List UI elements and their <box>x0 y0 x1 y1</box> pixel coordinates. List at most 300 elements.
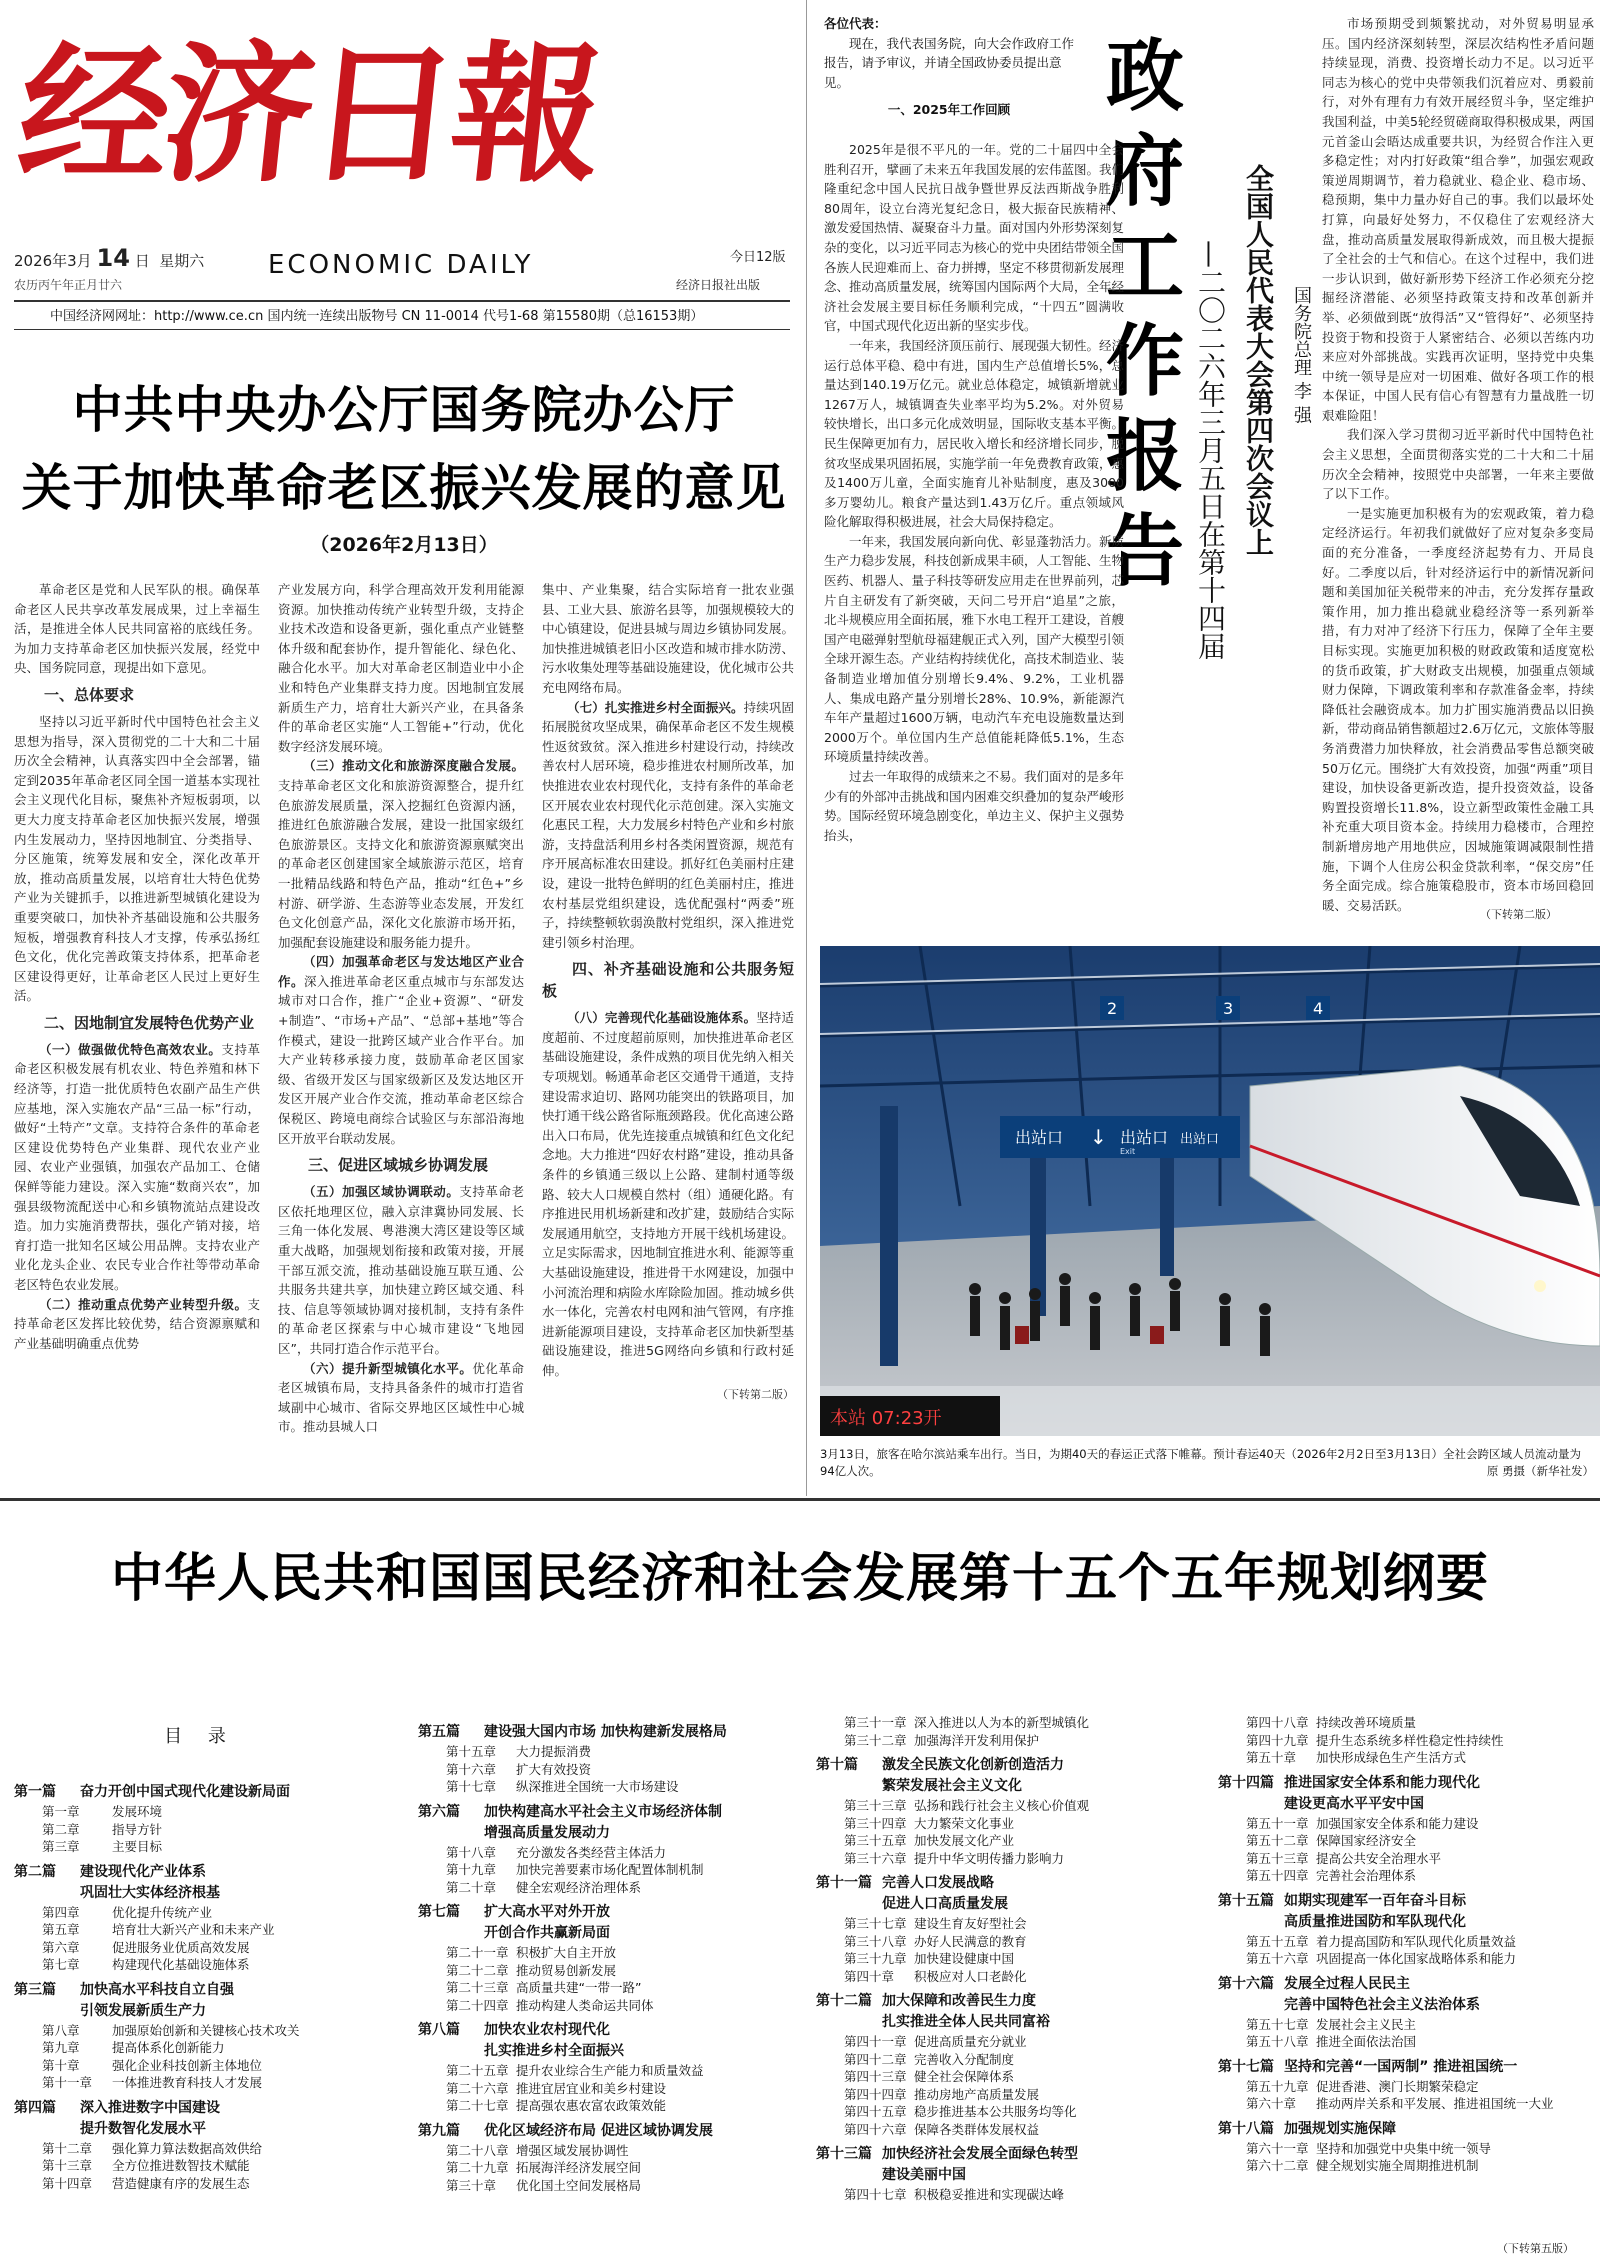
toc-chapter-number: 第五十九章 <box>1246 2078 1309 2094</box>
toc-chapter <box>14 1956 404 1974</box>
toc-chapter-title: 坚持和加强党中央集中统一领导 <box>1316 2140 1492 2156</box>
toc-chapter-title: 拓展海洋经济发展空间 <box>516 2160 642 2175</box>
toc-chapter-number: 第六十二章 <box>1246 2158 1309 2173</box>
toc-chapter-number: 第三十二章 <box>844 1732 907 1748</box>
platform-number-3: 4 <box>1313 999 1324 1018</box>
toc-chapter-number: 第四十四章 <box>844 2086 907 2102</box>
paragraph-text: 优化革命老区城镇布局，支持具备条件的城市打造省域副中心城市、省际交界地区区域性中心城市。推动县城人口 <box>278 1360 524 1435</box>
toc-chapter-number: 第四十七章 <box>844 2187 907 2202</box>
report-author: 国务院总理 李 强 <box>1291 286 1312 424</box>
toc-part <box>1218 2057 1598 2078</box>
paragraph: 我们深入学习贯彻习近平新时代中国特色社会主义思想，全面贯彻落实党的二十大和二十届历次全会精神，按照党中央部署，一年来主要做了以下工作。 <box>1322 427 1594 502</box>
toc-chapter <box>1218 1850 1598 1868</box>
toc-chapter-title: 优化国土空间发展格局 <box>516 2177 642 2193</box>
toc-chapter-number: 第十九章 <box>446 1862 497 1877</box>
toc-chapter-title: 推进全面依法治国 <box>1316 2034 1417 2049</box>
toc-chapter-title: 强化算力算法数据高效供给 <box>112 2140 263 2156</box>
toc-chapter <box>14 2140 404 2158</box>
section-heading: 四、补齐基础设施和公共服务短板 <box>542 960 794 1001</box>
toc-chapter-title: 提升中华文明传播力影响力 <box>914 1850 1065 1866</box>
toc-chapter-title: 扩大有效投资 <box>516 1761 592 1777</box>
toc-chapter-number: 第二十六章 <box>446 2080 509 2096</box>
toc-chapter <box>816 2068 1216 2086</box>
toc-part-title-line: 建设更高水平平安中国 <box>1284 1795 1424 1812</box>
toc-part-title-line: 发展全过程人民民主 <box>1284 1975 1410 1992</box>
toc-part-number: 第十三篇 <box>816 2146 872 2162</box>
toc-chapter-number: 第十四章 <box>42 2175 93 2191</box>
toc-chapter <box>14 2039 404 2057</box>
toc-chapter-title: 构建现代化基础设施体系 <box>112 1957 250 1972</box>
toc-chapter-number: 第三十七章 <box>844 1916 907 1931</box>
toc-chapter <box>816 2086 1216 2104</box>
toc-chapter-number: 第五十八章 <box>1246 2034 1309 2049</box>
toc-chapter-number: 第六十章 <box>1246 2096 1297 2111</box>
report-title-char: 府 <box>1105 127 1184 217</box>
toc-chapter-number: 第五十六章 <box>1246 1951 1309 1966</box>
issue-date <box>14 244 204 272</box>
toc-part-title-line: 扎实推进全体人民共同富裕 <box>882 2014 1050 2030</box>
report-title-char: 告 <box>1105 507 1184 597</box>
toc-chapter-number: 第二十五章 <box>446 2063 509 2078</box>
toc-chapter-title: 纵深推进全国统一大市场建设 <box>516 1779 679 1794</box>
toc-part <box>418 1722 808 1743</box>
toc-part-number: 第三篇 <box>14 1981 56 1998</box>
toc-chapter-title: 提高体系化创新能力 <box>112 2040 225 2055</box>
toc-part-number: 第十四篇 <box>1218 1774 1274 1791</box>
toc-chapter-number: 第十二章 <box>42 2140 93 2156</box>
report-column-left <box>824 140 1124 930</box>
report-continued: （下转第二版） <box>1480 908 1557 921</box>
toc-chapter <box>1218 2078 1598 2096</box>
paragraph-subheading: （七）扎实推进乡村全面振兴。 <box>567 699 744 715</box>
toc-part-title <box>484 2020 624 2062</box>
report-salutation <box>824 14 1074 120</box>
toc-chapter-number: 第五十四章 <box>1246 1868 1309 1883</box>
toc-part-title-line: 加快高水平科技自立自强 <box>80 1981 234 1998</box>
toc-part-title-line: 引领发展新质生产力 <box>80 2002 206 2019</box>
toc-part-title-line: 坚持和完善“一国两制” 推进祖国统一 <box>1284 2058 1518 2075</box>
toc-part-number: 第十二篇 <box>816 1993 872 2009</box>
toc-part-number: 第六篇 <box>418 1803 460 1820</box>
toc-chapter-number: 第十一章 <box>42 2075 93 2090</box>
toc-chapter <box>14 1803 404 1821</box>
toc-chapter-title: 完善社会治理体系 <box>1316 1868 1417 1883</box>
toc-part-number: 第一篇 <box>14 1784 56 1800</box>
toc-chapter-number: 第五十五章 <box>1246 1933 1309 1949</box>
toc-part-title <box>80 1980 234 2022</box>
paragraph: 过去一年取得的成绩来之不易。我们面对的是多年少有的外部冲击挑战和国内困难交织叠加的复杂严峻形势。国际经贸环境急剧变化，单边主义、保护主义强势抬头， <box>824 769 1124 843</box>
toc-chapter-title: 稳步推进基本公共服务均等化 <box>914 2104 1077 2119</box>
toc-chapter <box>418 2159 808 2177</box>
toc-part-title <box>484 1802 722 1844</box>
toc-chapter-title: 推动贸易创新发展 <box>516 1962 617 1978</box>
toc-part <box>1218 1891 1598 1933</box>
toc-part-title <box>484 1902 610 1944</box>
toc-part-number: 第十七篇 <box>1218 2058 1274 2075</box>
photo-caption <box>820 1446 1594 1480</box>
paragraph-text: 支持革命老区文化和旅游资源整合，提升红色旅游发展质量，深入挖掘红色资源内涵，推进红色旅游融合发展，建设一批国家级红色旅游景区。支持文化和旅游资源禀赋突出的革命老区创建国家全域旅游示范区，培育一批精品线路和特色产品，推动“红色+”乡村游、研学游、生态游等业态发展，开发红色文化创意产品，深化文化旅游市场开拓，加强配套设施建设和服务能力提升。 <box>278 777 524 950</box>
station-display: 本站 07:23开 <box>830 1408 942 1429</box>
toc-chapter <box>1218 1749 1598 1767</box>
report-subtitle-2: —二〇二六年三月五日在第十四届 <box>1194 240 1227 660</box>
toc-part-title-line: 繁荣发展社会主义文化 <box>882 1778 1022 1794</box>
toc-chapter <box>816 1797 1216 1815</box>
toc-part-title <box>1284 2057 1517 2078</box>
toc-chapter <box>1218 1815 1598 1833</box>
paragraph-text: 支持革命老区依托地理区位，融入京津冀协同发展、长三角一体化发展、粤港澳大湾区建设等区域重大战略，加强规划衔接和政策对接，开展干部互派交流，推动基础设施互联互通、公共服务共建共享，加快建立跨区域交通、科技、信息等领域协调对接机制，支持有条件的革命老区探索与中心城市建设“飞地园区”，共同打造合作示范平台。 <box>278 1184 524 1356</box>
date-day-suffix: 日 <box>134 252 150 270</box>
paragraph <box>14 1295 260 1354</box>
toc-chapter-title: 提升农业综合生产能力和质量效益 <box>516 2063 704 2078</box>
paragraph: 市场预期受到频繁扰动，对外贸易明显承压。国内经济深刻转型，深层次结构性矛盾问题持续显现，消费、投资增长动力不足。以习近平同志为核心的党中央带领我们沉着应对、勇毅前行，对外有理有力有效开展经贸斗争，坚定维护我国利益，中美5轮经贸磋商取得积极成果，两国元首釜山会晤达成重要共识，为经贸合作注入更多稳定性；对内打好政策“组合拳”，加强宏观政策逆周期调节，着力稳就业、稳企业、稳市场、稳预期，集中力量办好自己的事。我们以最坏处打算，向最好处努力，不仅稳住了宏观经济大盘，推动高质量发展取得新成效，而且极大提振了全社会的士气和信心。在这个过程中，我们进一步认识到，做好新形势下经济工作必须充分挖掘经济潜能、必须坚持政策支持和改革创新并举、必须做到既“放得活”又“管得好”、必须坚持投资于物和投资于人紧密结合、必须以苦练内功来应对外部挑战。实践再次证明，坚持党中央集中统一领导是应对一切困难、做好各项工作的根本保证，中国人民有信心有智慧有力量战胜一切艰难险阻！ <box>1322 16 1594 423</box>
toc-part-title-line: 加快农业农村现代化 <box>484 2022 610 2038</box>
toc-part-title-line: 完善中国特色社会主义法治体系 <box>1284 1996 1480 2013</box>
exit-sign-1: 出站口 <box>1015 1128 1064 1147</box>
paragraph-subheading: （六）提升新型城镇化水平。 <box>303 1360 473 1376</box>
lead-article-column-1 <box>14 580 260 1490</box>
paragraph <box>14 712 260 1006</box>
continued-note: （下转第二版） <box>717 1387 794 1401</box>
toc-chapter-number: 第四十六章 <box>844 2121 907 2137</box>
paragraph-text: 支持革命老区发挥比较优势，结合资源禀赋和产业基础明确重点优势 <box>14 1296 260 1351</box>
toc-chapter <box>816 2033 1216 2051</box>
lunar-date: 农历丙午年正月廿六 <box>14 278 123 292</box>
lead-headline-line-2: 关于加快革命老区振兴发展的意见 <box>21 459 787 517</box>
svg-text:↓: ↓ <box>1090 1125 1107 1149</box>
toc-part-title <box>882 1991 1050 2033</box>
toc-chapter-title: 主要目标 <box>112 1839 163 1854</box>
toc-chapter <box>418 2062 808 2080</box>
toc-chapter <box>816 1968 1216 1986</box>
toc-chapter-number: 第二十章 <box>446 1879 497 1895</box>
toc-part-title <box>80 2098 220 2140</box>
toc-part-title <box>80 1862 220 1904</box>
paragraph-text: 集中、产业集聚，结合实际培育一批农业强县、工业大县、旅游名县等，加强规模较大的中心镇建设，促进县城与周边乡镇协同发展。加快推进城镇老旧小区改造和城市排水防涝、污水收集处理等基础设施建设，优化城市公共充电网络布局。 <box>542 582 794 695</box>
toc-part-number: 第七篇 <box>418 1904 460 1920</box>
toc-part-title-line: 建设强大国内市场 加快构建新发展格局 <box>484 1724 727 1740</box>
toc-chapter <box>14 2074 404 2092</box>
toc-chapter-number: 第五十一章 <box>1246 1815 1309 1831</box>
toc-chapter-number: 第四十三章 <box>844 2069 907 2084</box>
photo-credit: 原 勇摄（新华社发） <box>1486 1464 1594 1478</box>
toc-chapter-number: 第六十一章 <box>1246 2140 1309 2156</box>
paragraph <box>14 1040 260 1295</box>
newspaper-logo: 经济日報 <box>10 27 606 203</box>
toc-chapter <box>1218 2140 1598 2158</box>
toc-chapter <box>1218 2016 1598 2034</box>
toc-chapter <box>816 1815 1216 1833</box>
toc-chapter-number: 第十七章 <box>446 1779 497 1794</box>
toc-chapter-title: 培育壮大新兴产业和未来产业 <box>112 1922 275 1937</box>
toc-chapter <box>418 1778 808 1796</box>
toc-part-number: 第十八篇 <box>1218 2120 1274 2137</box>
toc-part <box>14 1862 404 1904</box>
toc-chapter <box>418 2080 808 2098</box>
toc-part-title <box>484 1722 727 1743</box>
toc-chapter <box>418 2177 808 2195</box>
publication-info-bar: 中国经济网网址：http://www.ce.cn 国内统一连续出版物号 CN 11-0014 代号1-68 第15580期（总16153期） <box>14 300 790 330</box>
toc-chapter <box>14 1921 404 1939</box>
toc-chapter-number: 第二十四章 <box>446 1997 509 2013</box>
paragraph <box>278 756 524 952</box>
toc-part-title-line: 建设美丽中国 <box>882 2167 966 2183</box>
toc-chapter-number: 第三章 <box>42 1839 80 1854</box>
toc-part-title <box>1284 1891 1466 1933</box>
toc-part-title-line: 如期实现建军一百年奋斗目标 <box>1284 1892 1466 1909</box>
lead-article-column-3 <box>542 580 794 1490</box>
paragraph: 一年来，我国发展向新向优、彰显蓬勃活力。新质生产力稳步发展，科技创新成果丰硕，人工智能、生物医药、机器人、量子科技等研发应用走在世界前列，芯片自主研发有了新突破，天问二号开启“追星”之旅，北斗规模应用全面拓展，雅下水电工程开工建设，首艘国产电磁弹射型航母福建舰正式入列，国产大模型引领全球开源生态。产业结构持续优化，高技术制造业、装备制造业增加值分别增长9.4%、9.2%，工业机器人、集成电路产量分别增长28%、10.9%，新能源汽车年产量超过1600万辆，电动汽车充电设施数量达到2000万个。单位国内生产总值能耗降低5.1%，生态环境质量持续改善。 <box>824 533 1124 765</box>
report-title-char: 政 <box>1105 32 1184 122</box>
toc-part <box>14 2098 404 2140</box>
toc-chapter-title: 加快建设健康中国 <box>914 1951 1015 1966</box>
paragraph-subheading: （五）加强区域协调联动。 <box>303 1184 460 1200</box>
toc-part-title-line: 高质量推进国防和军队现代化 <box>1284 1913 1466 1930</box>
toc-part-number: 第十六篇 <box>1218 1975 1274 1992</box>
toc-chapter-title: 营造健康有序的发展生态 <box>112 2175 250 2191</box>
paragraph-subheading: （八）完善现代化基础设施体系。 <box>567 1010 757 1026</box>
toc-chapter-number: 第三十六章 <box>844 1850 907 1866</box>
toc-part-title <box>882 2144 1078 2186</box>
toc-chapter-number: 第四十八章 <box>1246 1715 1309 1730</box>
paragraph: 一是实施更加积极有为的宏观政策，着力稳定经济运行。年初我们就做好了应对复杂多变局面的充分准备，一季度经济起势有力、开局良好。二季度以后，针对经济运行中的新情况新问题和美国加征关税带来的冲击，充分发挥存量政策作用，加力推出稳就业稳经济等一系列新举措，有力对冲了经济下行压力，保障了全年主要目标实现。实施更加积极的财政政策和适度宽松的货币政策，扩大财政支出规模，加强重点领域财力保障，下调政策利率和存款准备金率，持续降低社会融资成本。加力扩围实施消费品以旧换新，带动商品销售额超过2.6万亿元，文旅体等服务消费潜力加快释放，社会消费品零售总额突破50万亿元。围绕扩大有效投资，加强“两重”项目建设，加快设备更新改造，提升投资效益，设备购置投资增长11.8%，设立新型政策性金融工具补充重大项目资本金。持续用力稳楼市，合理控制新增房地产用地供应，因城施策调减限制性措施，下调个人住房公积金贷款利率，“保交房”任务全面完成。综合施策稳股市，资本市场回稳回暖、交易活跃。 <box>1322 505 1594 913</box>
paragraph: 2025年是很不平凡的一年。党的二十届四中全会胜利召开，擘画了未来五年我国发展的宏伟蓝图。我们隆重纪念中国人民抗日战争暨世界反法西斯战争胜利80周年，设立台湾光复纪念日，极大振奋民族精神、激发爱国热情、凝聚奋斗力量。面对国内外形势深刻复杂的变化，以习近平同志为核心的党中央团结带领全国各族人民迎难而上、奋力拼搏，坚定不移贯彻新发展理念、推动高质量发展，统筹国内国际两个大局，全年经济社会发展主要目标任务顺利完成，“十四五”圆满收官，中国式现代化迈出新的坚实步伐。 <box>824 142 1124 334</box>
toc-chapter-title: 促进高质量充分就业 <box>914 2034 1027 2049</box>
toc-chapter-title: 弘扬和践行社会主义核心价值观 <box>914 1798 1090 1813</box>
toc-chapter-number: 第七章 <box>42 1957 80 1972</box>
platform-number-1: 2 <box>1107 999 1118 1018</box>
toc-chapter-title: 提高强农惠农富农政策效能 <box>516 2098 667 2113</box>
toc-column-1 <box>14 1776 404 2192</box>
toc-chapter-number: 第二十三章 <box>446 1980 509 1995</box>
toc-chapter <box>418 1861 808 1879</box>
toc-part <box>816 1755 1216 1797</box>
toc-part-title-line: 推进国家安全体系和能力现代化 <box>1284 1774 1480 1791</box>
toc-chapter <box>418 1979 808 1997</box>
toc-chapter-number: 第一章 <box>42 1804 80 1819</box>
toc-chapter-title: 积极应对人口老龄化 <box>914 1968 1027 1984</box>
paragraph <box>542 698 794 953</box>
paragraph <box>14 580 260 678</box>
toc-part <box>418 1902 808 1944</box>
toc-part-number: 第十五篇 <box>1218 1892 1274 1909</box>
toc-chapter-number: 第十五章 <box>446 1744 497 1759</box>
weekday: 星期六 <box>159 252 205 270</box>
toc-chapter-title: 着力提高国防和军队现代化质量效益 <box>1316 1933 1517 1949</box>
toc-chapter-title: 高质量共建“一带一路” <box>516 1980 642 1995</box>
toc-chapter <box>816 2051 1216 2069</box>
toc-part-title-line: 优化区域经济布局 促进区域协调发展 <box>484 2122 713 2139</box>
toc-chapter <box>418 1761 808 1779</box>
toc-chapter-number: 第三十四章 <box>844 1815 907 1831</box>
toc-chapter <box>1218 1732 1598 1750</box>
toc-chapter <box>1218 2157 1598 2175</box>
toc-part-title-line: 激发全民族文化创新创造活力 <box>882 1757 1064 1773</box>
toc-part <box>418 1802 808 1844</box>
toc-chapter <box>418 1743 808 1761</box>
toc-part-title <box>484 2121 713 2142</box>
toc-chapter-number: 第十章 <box>42 2057 80 2073</box>
toc-chapter <box>14 1904 404 1922</box>
toc-chapter <box>14 1939 404 1957</box>
paragraph: 一年来，我国经济顶压前行、展现强大韧性。经济运行总体平稳、稳中有进，国内生产总值增长5%，总量达到140.19万亿元。就业总体稳定，城镇新增就业1267万人，城镇调查失业率平均为5.2%。对外贸易较快增长，出口多元化成效明显，国际收支基本平衡。民生保障更加有力，居民收入增长和经济增长同步，脱贫攻坚成果巩固拓展，实施学前一年免费教育政策，惠及1400万儿童，全面实施育儿补贴制度，惠及3000多万婴幼儿。粮食产量达到1.43万亿斤。重点领域风险化解取得积极进展，社会大局保持稳定。 <box>824 337 1124 530</box>
toc-chapter <box>14 2022 404 2040</box>
report-title-char: 报 <box>1105 412 1184 502</box>
toc-part-title-line: 扎实推进乡村全面振兴 <box>484 2043 624 2059</box>
toc-chapter <box>816 1915 1216 1933</box>
toc-part-title-line: 开创合作共赢新局面 <box>484 1925 610 1941</box>
report-title-char: 工 <box>1105 222 1184 312</box>
toc-chapter-title: 大力提振消费 <box>516 1744 592 1759</box>
toc-part-title-line: 扩大高水平对外开放 <box>484 1904 610 1920</box>
toc-chapter-title: 加强国家安全体系和能力建设 <box>1316 1815 1479 1831</box>
toc-chapter-number: 第五章 <box>42 1922 80 1937</box>
toc-chapter-title: 加强原始创新和关键核心技术攻关 <box>112 2022 300 2038</box>
toc-part <box>418 2121 808 2142</box>
toc-part-title-line: 加快经济社会发展全面绿色转型 <box>882 2146 1078 2162</box>
toc-chapter <box>418 1997 808 2015</box>
toc-column-4 <box>1218 1714 1598 2175</box>
paragraph-text: 坚持以习近平新时代中国特色社会主义思想为指导，深入贯彻党的二十大和二十届历次全会精神，认真落实四中全会部署，锚定到2035年革命老区同全国一道基本实现社会主义现代化目标，聚焦补齐短板弱项，以更大力度支持革命老区加快振兴发展，增强内生发展动力，坚持因地制宜、分类指导、分区施策，统筹发展和安全，深化改革开放，推动高质量发展，以培育壮大特色优势产业为关键抓手，以推进新型城镇化建设为重要突破口，加快补齐基础设施和公共服务短板，增强教育科技人才支撑，传承弘扬红色文化，优化完善政策支持体系，把革命老区建设得更好，让革命老区人民过上更好生活。 <box>14 713 260 1004</box>
toc-chapter-title: 保障各类群体发展权益 <box>914 2121 1040 2137</box>
toc-part <box>1218 1974 1598 2016</box>
toc-chapter <box>1218 1867 1598 1885</box>
toc-chapter-title: 加快发展文化产业 <box>914 1833 1015 1848</box>
toc-chapter <box>14 2157 404 2175</box>
paragraph <box>542 580 794 698</box>
salutation-label: 各位代表： <box>824 16 887 31</box>
toc-chapter <box>816 1850 1216 1868</box>
toc-chapter-title: 提升生态系统多样性稳定性持续性 <box>1316 1732 1504 1748</box>
toc-chapter <box>816 2186 1216 2204</box>
report-title-char: 作 <box>1105 317 1184 407</box>
section-heading: 三、促进区域城乡协调发展 <box>308 1156 489 1175</box>
toc-chapter <box>1218 2033 1598 2051</box>
toc-chapter-number: 第二十七章 <box>446 2098 509 2113</box>
toc-chapter <box>418 1879 808 1897</box>
toc-chapter-number: 第八章 <box>42 2022 80 2038</box>
paragraph-subheading: （一）做强做优特色高效农业。 <box>39 1041 222 1057</box>
toc-part-title-line: 加强规划实施保障 <box>1284 2120 1396 2137</box>
toc-part-title-line: 增强高质量发展动力 <box>484 1824 610 1841</box>
toc-chapter-title: 大力繁荣文化事业 <box>914 1815 1015 1831</box>
toc-chapter-number: 第十三章 <box>42 2158 93 2173</box>
toc-part-number: 第十一篇 <box>816 1875 872 1891</box>
paragraph-text: 深入推进革命老区重点城市与东部发达城市对口合作，推广“企业+资源”、“研发+制造”、“市场+产品”、“总部+基地”等合作模式，建设一批跨区域产业合作平台。加大产业转移承接力度，鼓励革命老区国家级、省级开发区与国家级新区及发达地区开发区开展产业合作交流，推动革命老区综合保税区、跨境电商综合试验区与东部沿海地区开放平台联动发展。 <box>278 973 524 1146</box>
toc-part-title-line: 加快构建高水平社会主义市场经济体制 <box>484 1803 722 1820</box>
toc-part <box>816 1873 1216 1915</box>
toc-part-title-line: 建设现代化产业体系 <box>80 1863 206 1880</box>
toc-chapter-title: 巩固提高一体化国家战略体系和能力 <box>1316 1951 1517 1966</box>
toc-chapter-title: 建设生育友好型社会 <box>914 1916 1027 1931</box>
toc-chapter-title: 发展环境 <box>112 1804 163 1819</box>
toc-chapter <box>816 1933 1216 1951</box>
paragraph-subheading: （三）推动文化和旅游深度融合发展。 <box>303 758 524 774</box>
exit-sign-sub: Exit <box>1120 1147 1136 1156</box>
column-divider <box>806 0 807 1496</box>
toc-chapter-title: 充分激发各类经营主体活力 <box>516 1844 667 1860</box>
toc-chapter-number: 第五十章 <box>1246 1750 1297 1765</box>
train-station-photo <box>820 946 1600 1436</box>
toc-part-title-line: 促进人口高质量发展 <box>882 1896 1008 1912</box>
toc-chapter-title: 增强区域发展协调性 <box>516 2142 629 2158</box>
toc-chapter-title: 推动房地产高质量发展 <box>914 2086 1040 2102</box>
toc-part <box>1218 2119 1598 2140</box>
toc-chapter-title: 积极扩大自主开放 <box>516 1945 617 1960</box>
plan-headline: 中华人民共和国国民经济和社会发展第十五个五年规划纲要 <box>110 1549 1489 1609</box>
toc-part-title-line: 奋力开创中国式现代化建设新局面 <box>80 1784 290 1800</box>
toc-chapter-number: 第四十五章 <box>844 2104 907 2119</box>
toc-column-2 <box>418 1716 808 2194</box>
toc-chapter-number: 第二十八章 <box>446 2142 509 2158</box>
toc-chapter <box>14 1838 404 1856</box>
toc-chapter-title: 加快完善要素市场化配置体制机制 <box>516 1862 704 1877</box>
toc-chapter-title: 一体推进教育科技人才发展 <box>112 2075 263 2090</box>
toc-chapter <box>1218 2095 1598 2113</box>
toc-part-title-line: 深入推进数字中国建设 <box>80 2099 220 2116</box>
toc-chapter-number: 第十六章 <box>446 1761 497 1777</box>
report-section-heading: 一、2025年工作回顾 <box>887 102 1011 118</box>
toc-part <box>816 2144 1216 2186</box>
toc-part-number: 第二篇 <box>14 1863 56 1880</box>
toc-chapter-title: 推进宜居宜业和美乡村建设 <box>516 2080 667 2096</box>
toc-chapter-number: 第三十九章 <box>844 1951 907 1966</box>
toc-chapter-number: 第十八章 <box>446 1844 497 1860</box>
toc-chapter <box>816 2103 1216 2121</box>
toc-chapter-title: 强化企业科技创新主体地位 <box>112 2057 263 2073</box>
toc-chapter-number: 第二十九章 <box>446 2160 509 2175</box>
toc-chapter <box>816 1714 1216 1732</box>
toc-chapter <box>418 1944 808 1962</box>
toc-part-title <box>80 1782 290 1803</box>
toc-chapter-number: 第二章 <box>42 1821 80 1837</box>
paragraph-text: 持续巩固拓展脱贫攻坚成果，确保革命老区不发生规模性返贫致贫。深入推进乡村建设行动，持续改善农村人居环境，稳步推进农村厕所改革，加快推进农业农村现代化，支持有条件的革命老区开展农业农村现代化示范创建。深入实施文化惠民工程，大力发展乡村特色产业和乡村旅游，支持盘活利用乡村各类闲置资源，规范有序开展高标准农田建设。抓好红色美丽村庄建设，建设一批特色鲜明的红色美丽村庄，推进农村基层党组织建设，选优配强村“两委”班子，持续整顿软弱涣散村党组织，深入推进党建引领乡村治理。 <box>542 699 794 950</box>
paragraph-subheading: （二）推动重点优势产业转型升级。 <box>39 1296 248 1312</box>
toc-chapter <box>1218 1714 1598 1732</box>
toc-part-title-line: 完善人口发展战略 <box>882 1875 994 1891</box>
toc-chapter-number: 第三十一章 <box>844 1715 907 1730</box>
toc-chapter-title: 健全规划实施全周期推进机制 <box>1316 2158 1479 2173</box>
toc-part-title-line: 巩固壮大实体经济根基 <box>80 1884 220 1901</box>
toc-part-title-line: 提升数智化发展水平 <box>80 2120 206 2137</box>
toc-chapter-number: 第九章 <box>42 2040 80 2055</box>
toc-chapter-title: 健全社会保障体系 <box>914 2069 1015 2084</box>
toc-part <box>816 1991 1216 2033</box>
toc-chapter-number: 第二十二章 <box>446 1962 509 1978</box>
toc-chapter-title: 推动构建人类命运共同体 <box>516 1997 654 2013</box>
lead-article-column-2 <box>278 580 524 1490</box>
english-title: ECONOMIC DAILY <box>268 250 534 280</box>
page-count: 今日12版 <box>730 250 786 265</box>
section-heading: 二、因地制宜发展特色优势产业 <box>44 1013 255 1032</box>
toc-chapter-title: 提高公共安全治理水平 <box>1316 1850 1442 1866</box>
toc-chapter <box>1218 1832 1598 1850</box>
toc-part <box>14 1782 404 1803</box>
toc-chapter <box>418 2097 808 2115</box>
toc-chapter-number: 第二十一章 <box>446 1945 509 1960</box>
paragraph-text: 产业发展方向，科学合理高效开发利用能源资源。加快推动传统产业转型升级，支持企业技术改造和设备更新，强化重点产业链整体升级和配套协作，提升智能化、绿色化、融合化水平。加大对革命老区制造业中小企业和特色产业集群支持力度。因地制宜发展新质生产力，培育壮大新兴产业，在具备条件的革命老区实施“人工智能+”行动，优化数字经济发展环境。 <box>278 582 524 754</box>
toc-chapter-number: 第四十一章 <box>844 2034 907 2049</box>
toc-chapter-title: 优化提升传统产业 <box>112 1904 213 1920</box>
toc-part-title <box>1284 1974 1480 2016</box>
toc-part-number: 第八篇 <box>418 2022 460 2038</box>
toc-chapter-title: 健全宏观经济治理体系 <box>516 1879 642 1895</box>
platform-number-2: 3 <box>1223 999 1234 1018</box>
toc-part-title-line: 加大保障和改善民生力度 <box>882 1993 1036 2009</box>
toc-chapter-number: 第四十九章 <box>1246 1732 1309 1748</box>
toc-chapter-title: 深入推进以人为本的新型城镇化 <box>914 1715 1090 1730</box>
toc-part <box>14 1980 404 2022</box>
toc-chapter <box>1218 1950 1598 1968</box>
